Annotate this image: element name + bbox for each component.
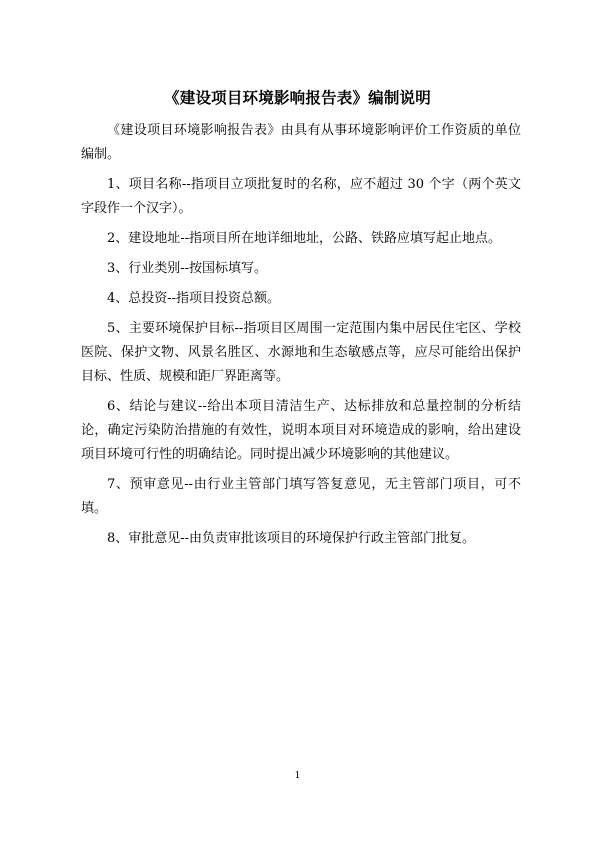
paragraph-approval: 8、审批意见--由负责审批该项目的环境保护行政主管部门批复。 [107,531,476,546]
paragraph-pre-review: 7、预审意见--由行业主管部门填写答复意见，无主管部门项目，可不填。 [81,477,521,516]
paragraph-construction-address: 2、建设地址--指项目所在地详细地址，公路、铁路应填写起止地点。 [107,231,502,246]
paragraph-total-investment: 4、总投资--指项目投资总额。 [107,291,281,306]
paragraph-industry-category: 3、行业类别--按国标填写。 [107,261,268,276]
instructions-body [81,119,521,557]
page-title: 《建设项目环境影响报告表》编制说明 [164,88,431,107]
paragraph-protection-targets: 5、主要环境保护目标--指项目区周围一定范围内集中居民住宅区、学校医院、保护文物、风景名胜区、水源地和生态敏感点等，应尽可能给出保护目标、性质、规模和距厂界距离等。 [81,321,521,384]
paragraph-project-name: 1、项目名称--指项目立项批复时的名称，应不超过 30 个字（两个英文字段作一个汉字）。 [81,177,521,216]
page-number: 1 [294,771,301,781]
paragraph-conclusions: 6、结论与建议--给出本项目清洁生产、达标排放和总量控制的分析结论，确定污染防治措施的有效性，说明本项目对环境造成的影响，给出建设项目环境可行性的明确结论。同时提出减少环境影响的其他建议。 [81,399,521,462]
paragraph-intro: 《建设项目环境影响报告表》由具有从事环境影响评价工作资质的单位编制。 [81,123,521,162]
